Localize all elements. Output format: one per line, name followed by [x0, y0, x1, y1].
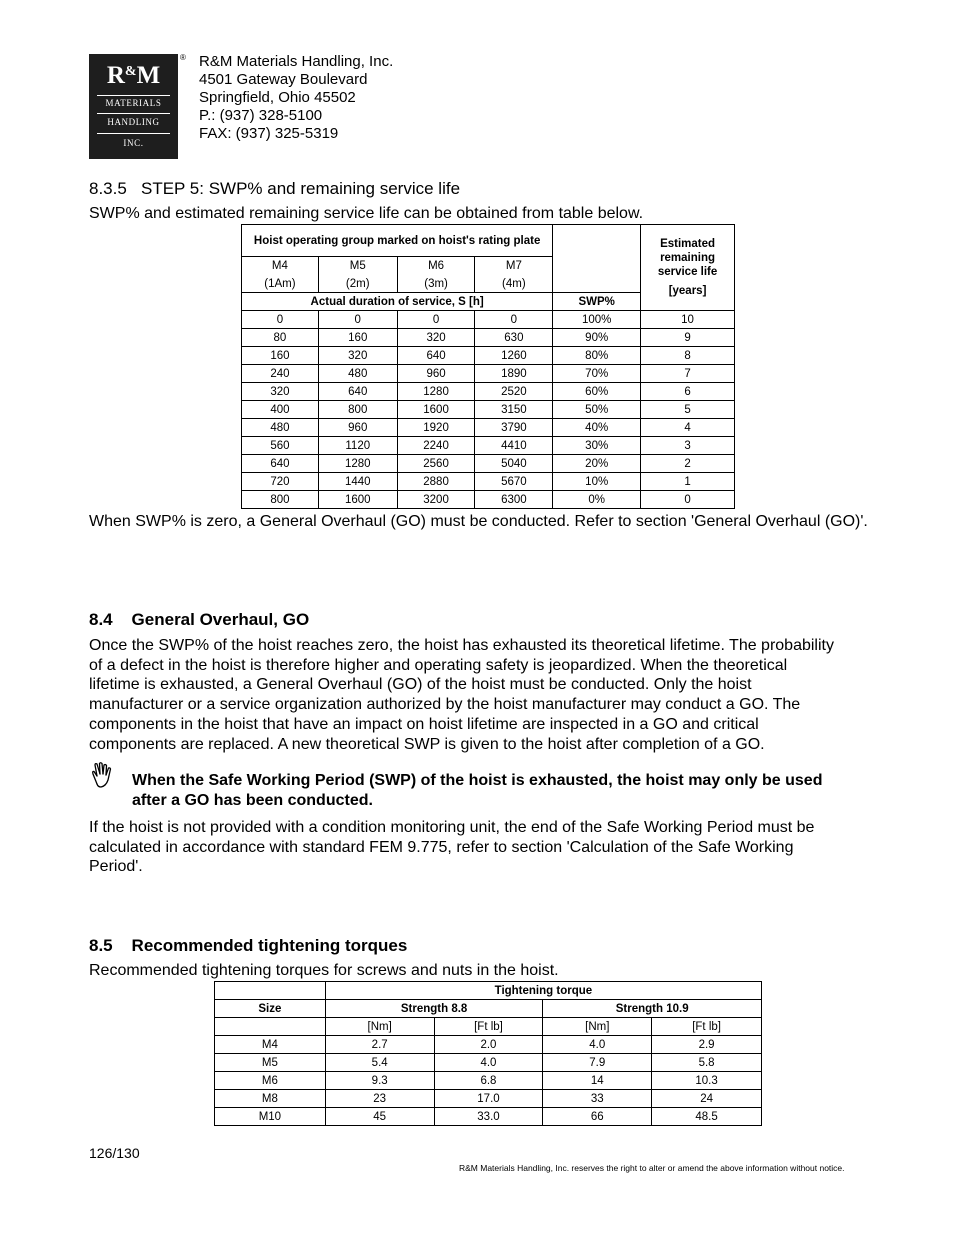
table-cell: 9 — [641, 329, 735, 347]
address-line: R&M Materials Handling, Inc. — [199, 53, 394, 70]
table-cell: 2.7 — [325, 1036, 434, 1054]
unit-cell: [Nm] — [325, 1018, 434, 1036]
address-line: FAX: (937) 325-5319 — [199, 125, 339, 142]
table-cell: 90% — [553, 329, 641, 347]
table-cell: 3200 — [397, 491, 475, 509]
table-cell: 320 — [318, 347, 397, 365]
table-cell: 30% — [553, 437, 641, 455]
table-cell: 640 — [318, 383, 397, 401]
swp-table-row — [242, 383, 735, 401]
unit-cell: [Ft lb] — [434, 1018, 543, 1036]
table-cell: 8 — [641, 347, 735, 365]
table-cell: 640 — [242, 455, 319, 473]
group-m5 — [318, 257, 397, 293]
body-line: calculated in accordance with standard FEM 9.775, refer to section 'Calculation of the Safe Working — [89, 838, 794, 856]
table-cell: 48.5 — [652, 1108, 762, 1126]
table-cell: 14 — [543, 1072, 652, 1090]
torque-units-empty — [215, 1018, 326, 1036]
table-cell: 2240 — [397, 437, 475, 455]
section-85-heading — [89, 936, 407, 956]
table-cell: 320 — [242, 383, 319, 401]
table-cell: 0 — [242, 311, 319, 329]
table-cell: 0 — [397, 311, 475, 329]
body-line: If the hoist is not provided with a condition monitoring unit, the end of the Safe Working Period must be — [89, 819, 815, 836]
swp-header-blank — [553, 225, 641, 293]
registered-mark: ® — [180, 53, 186, 62]
swp-table-row — [242, 311, 735, 329]
table-cell: 17.0 — [434, 1090, 543, 1108]
table-cell: 800 — [318, 401, 397, 419]
section-85-intro: Recommended tightening torques for screws and nuts in the hoist. — [89, 962, 559, 979]
address-line: 4501 Gateway Boulevard — [199, 71, 368, 88]
address-line: P.: (937) 328-5100 — [199, 107, 323, 124]
logo-line-handling: HANDLING — [107, 117, 160, 127]
body-line: of a defect in the hoist is therefore higher and operating safety is jeopardized. When the theoretical — [89, 656, 788, 674]
table-cell: 1440 — [318, 473, 397, 491]
body-line: manufacturer or a service organization authorized by the hoist manufacturer may conduct a GO. The — [89, 696, 801, 714]
hand-note-icon — [88, 762, 116, 790]
torque-table-row — [215, 1072, 762, 1090]
section-835-after: When SWP% is zero, a General Overhaul (GO) must be conducted. Refer to section 'General Overhaul (GO)'. — [89, 513, 868, 530]
address-line: Springfield, Ohio 45502 — [199, 89, 356, 106]
section-84-heading — [89, 610, 309, 630]
note-line: after a GO has been conducted. — [132, 792, 373, 809]
body-line: Period'. — [89, 858, 143, 876]
table-cell: 480 — [242, 419, 319, 437]
table-cell: 1 — [641, 473, 735, 491]
unit-cell: [Ft lb] — [652, 1018, 762, 1036]
table-cell: 5040 — [475, 455, 553, 473]
torque-header-empty — [215, 982, 326, 1000]
table-cell: 560 — [242, 437, 319, 455]
table-cell: 5.4 — [325, 1054, 434, 1072]
table-cell: 80 — [242, 329, 319, 347]
table-cell: 10 — [641, 311, 735, 329]
body-line: lifetime is exhausted, a General Overhaul (GO) of the hoist must be conducted. Only the hoist — [89, 676, 752, 694]
table-cell: 320 — [397, 329, 475, 347]
company-address — [199, 53, 393, 143]
section-number: 8.3.5 — [89, 179, 127, 198]
table-cell: 100% — [553, 311, 641, 329]
body-line: components in the hoist that have an impact on hoist lifetime are inspected in a GO and critical — [89, 715, 759, 733]
logo-divider — [97, 113, 170, 114]
table-cell: 70% — [553, 365, 641, 383]
swp-label: SWP% — [553, 293, 641, 311]
body-line: Once the SWP% of the hoist reaches zero, the hoist has exhausted its theoretical lifetime. The probability — [89, 637, 834, 654]
group-sub: (3m) — [424, 277, 448, 290]
table-cell: 3150 — [475, 401, 553, 419]
table-cell: 640 — [397, 347, 475, 365]
table-cell: 50% — [553, 401, 641, 419]
table-cell: M6 — [215, 1072, 326, 1090]
table-cell: M8 — [215, 1090, 326, 1108]
life-label-line: service life — [657, 266, 718, 278]
swp-header-group: Hoist operating group marked on hoist's rating plate — [242, 225, 553, 257]
table-cell: 80% — [553, 347, 641, 365]
table-cell: 0 — [318, 311, 397, 329]
torque-table-row — [215, 1054, 762, 1072]
torque-table-row — [215, 1108, 762, 1126]
section-835-heading — [89, 179, 460, 199]
table-cell: 720 — [242, 473, 319, 491]
life-label-line: Estimated — [660, 238, 716, 250]
section-835-intro: SWP% and estimated remaining service life can be obtained from table below. — [89, 205, 644, 222]
table-cell: 7.9 — [543, 1054, 652, 1072]
table-cell: 1600 — [318, 491, 397, 509]
table-cell: 4.0 — [543, 1036, 652, 1054]
table-cell: 400 — [242, 401, 319, 419]
section-number: 8.4 — [89, 610, 113, 629]
group-sub: (1Am) — [264, 277, 296, 290]
group-name: M7 — [505, 259, 522, 272]
section-84-after — [89, 818, 814, 877]
table-cell: 23 — [325, 1090, 434, 1108]
group-sub: (2m) — [345, 277, 370, 290]
table-cell: 2880 — [397, 473, 475, 491]
table-cell: M10 — [215, 1108, 326, 1126]
table-cell: 2560 — [397, 455, 475, 473]
group-m6 — [397, 257, 475, 293]
table-cell: 960 — [318, 419, 397, 437]
table-cell: M4 — [215, 1036, 326, 1054]
logo-main-text: R&M — [106, 62, 161, 89]
logo-line-inc: INC. — [123, 138, 144, 148]
table-cell: 1260 — [475, 347, 553, 365]
important-note — [132, 771, 822, 811]
swp-table-row — [242, 491, 735, 509]
group-m4 — [242, 257, 319, 293]
table-cell: 3 — [641, 437, 735, 455]
table-cell: 66 — [543, 1108, 652, 1126]
table-cell: 6.8 — [434, 1072, 543, 1090]
table-cell: 20% — [553, 455, 641, 473]
table-cell: 33.0 — [434, 1108, 543, 1126]
swp-table-row — [242, 347, 735, 365]
table-cell: 160 — [318, 329, 397, 347]
logo-line-materials: MATERIALS — [105, 98, 162, 108]
torque-header-top: Tightening torque — [325, 982, 761, 1000]
table-cell: 1280 — [397, 383, 475, 401]
group-name: M5 — [349, 259, 366, 272]
swp-table-row — [242, 437, 735, 455]
table-cell: 480 — [318, 365, 397, 383]
group-name: M4 — [271, 259, 288, 272]
logo-divider — [97, 133, 170, 134]
swp-table-row — [242, 455, 735, 473]
table-cell: M5 — [215, 1054, 326, 1072]
table-cell: 10.3 — [652, 1072, 762, 1090]
duration-label: Actual duration of service, S [h] — [242, 293, 553, 311]
section-84-body — [89, 636, 834, 754]
table-cell: 4.0 — [434, 1054, 543, 1072]
table-cell: 5.8 — [652, 1054, 762, 1072]
table-cell: 24 — [652, 1090, 762, 1108]
table-cell: 6300 — [475, 491, 553, 509]
table-cell: 1890 — [475, 365, 553, 383]
table-cell: 630 — [475, 329, 553, 347]
swp-table — [241, 224, 735, 509]
table-cell: 1280 — [318, 455, 397, 473]
swp-table-row — [242, 329, 735, 347]
table-cell: 2 — [641, 455, 735, 473]
section-title: Recommended tightening torques — [131, 936, 408, 955]
life-unit: [years] — [668, 285, 707, 297]
torque-table-row — [215, 1036, 762, 1054]
table-cell: 1120 — [318, 437, 397, 455]
table-cell: 1920 — [397, 419, 475, 437]
table-cell: 6 — [641, 383, 735, 401]
table-cell: 0% — [553, 491, 641, 509]
table-cell: 160 — [242, 347, 319, 365]
section-number: 8.5 — [89, 936, 113, 955]
swp-table-row — [242, 473, 735, 491]
table-cell: 10% — [553, 473, 641, 491]
group-sub: (4m) — [502, 277, 526, 290]
table-cell: 0 — [641, 491, 735, 509]
torque-header-size: Size — [215, 1000, 326, 1018]
swp-table-row — [242, 401, 735, 419]
table-cell: 4 — [641, 419, 735, 437]
table-cell: 240 — [242, 365, 319, 383]
torque-header-109: Strength 10.9 — [543, 1000, 762, 1018]
torque-table-row — [215, 1090, 762, 1108]
table-cell: 960 — [397, 365, 475, 383]
table-cell: 2.9 — [652, 1036, 762, 1054]
table-cell: 9.3 — [325, 1072, 434, 1090]
swp-header-life — [641, 225, 735, 311]
table-cell: 1600 — [397, 401, 475, 419]
footer-disclaimer: R&M Materials Handling, Inc. reserves the right to alter or amend the above information without notice. — [459, 1163, 845, 1173]
table-cell: 4410 — [475, 437, 553, 455]
swp-table-row — [242, 365, 735, 383]
page-number: 126/130 — [89, 1145, 140, 1161]
logo-divider — [97, 95, 170, 96]
table-cell: 800 — [242, 491, 319, 509]
unit-cell: [Nm] — [543, 1018, 652, 1036]
company-logo — [89, 54, 178, 159]
body-line: components are replaced. A new theoretical SWP is given to the hoist after completion of a GO. — [89, 735, 765, 753]
table-cell: 40% — [553, 419, 641, 437]
section-title: STEP 5: SWP% and remaining service life — [140, 179, 461, 198]
swp-table-row — [242, 419, 735, 437]
table-cell: 5 — [641, 401, 735, 419]
table-cell: 33 — [543, 1090, 652, 1108]
table-cell: 5670 — [475, 473, 553, 491]
group-m7 — [475, 257, 553, 293]
table-cell: 2520 — [475, 383, 553, 401]
table-cell: 0 — [475, 311, 553, 329]
table-cell: 45 — [325, 1108, 434, 1126]
group-name: M6 — [428, 259, 445, 272]
table-cell: 2.0 — [434, 1036, 543, 1054]
table-cell: 60% — [553, 383, 641, 401]
table-cell: 3790 — [475, 419, 553, 437]
section-title: General Overhaul, GO — [131, 610, 310, 629]
torque-table — [214, 981, 762, 1126]
life-label-line: remaining — [660, 252, 716, 264]
note-line: When the Safe Working Period (SWP) of the hoist is exhausted, the hoist may only be used — [132, 772, 823, 789]
torque-header-88: Strength 8.8 — [325, 1000, 543, 1018]
table-cell: 7 — [641, 365, 735, 383]
